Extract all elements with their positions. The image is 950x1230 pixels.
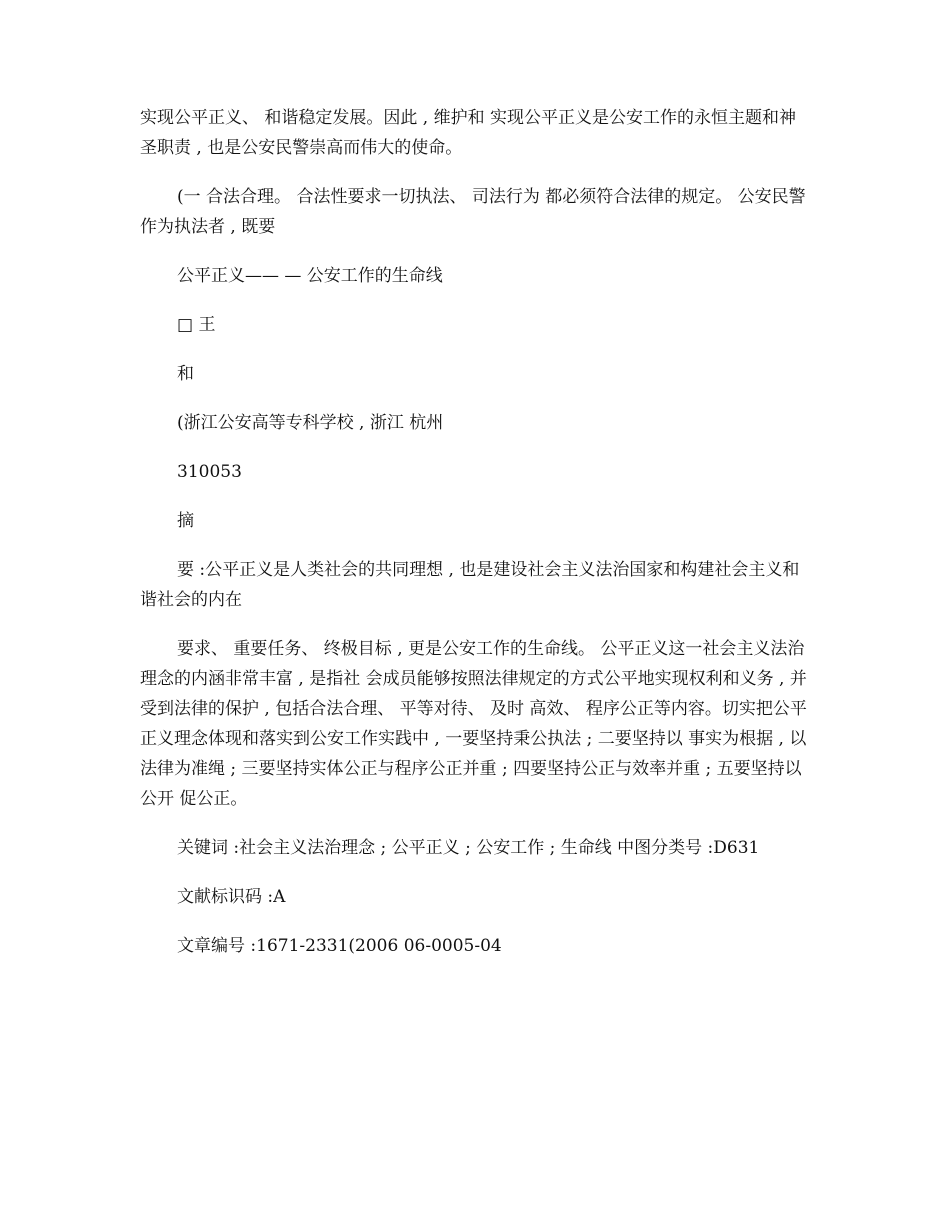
abstract-heading-part1: 摘 bbox=[177, 511, 194, 531]
author-given-name: 和 bbox=[177, 364, 194, 384]
article-number: 文章编号 :1671-2331(2006 06-0005-04 bbox=[177, 936, 502, 956]
author-surname: □ 王 bbox=[177, 315, 216, 335]
document-code: 文献标识码 :A bbox=[177, 887, 286, 907]
abstract-text-part2: 要求、 重要任务、 终极目标 , 更是公安工作的生命线。 公平正义这一社会主义法治理念的内涵非常丰富 , 是指社 会成员能够按照法律规定的方式公平地实现权利和义务 , 并受到法律的保护 , 包括合法合理、 平等对待、 及时 高效、 程序公正等内容。切实把公平正义理念体现和落实到公安工作实践中 , 一要坚持秉公执法 ; 二要坚持以 事实为根据 , 以法律为准绳 ; 三要坚持实体公正与程序公正并重 ; 四要坚持公正与效率并重 ; 五要坚持以公开 促公正。 bbox=[140, 639, 807, 809]
article-title: 公平正义—— — 公安工作的生命线 bbox=[177, 266, 443, 286]
author-affiliation: (浙江公安高等专科学校 , 浙江 杭州 bbox=[177, 413, 444, 433]
body-paragraph-legality: (一 合法合理。 合法性要求一切执法、 司法行为 都必须符合法律的规定。 公安民警作为执法者 , 既要 bbox=[140, 187, 806, 237]
document-body bbox=[140, 103, 808, 980]
keywords-and-classification: 关键词 :社会主义法治理念 ; 公平正义 ; 公安工作 ; 生命线 中图分类号 :D631 bbox=[177, 838, 760, 858]
postal-code: 310053 bbox=[177, 462, 242, 482]
body-paragraph-continuation: 实现公平正义、 和谐稳定发展。因此 , 维护和 实现公平正义是公安工作的永恒主题和神圣职责 , 也是公安民警崇高而伟大的使命。 bbox=[140, 108, 797, 158]
abstract-text-part1: 要 :公平正义是人类社会的共同理想 , 也是建设社会主义法治国家和构建社会主义和谐社会的内在 bbox=[140, 560, 800, 610]
